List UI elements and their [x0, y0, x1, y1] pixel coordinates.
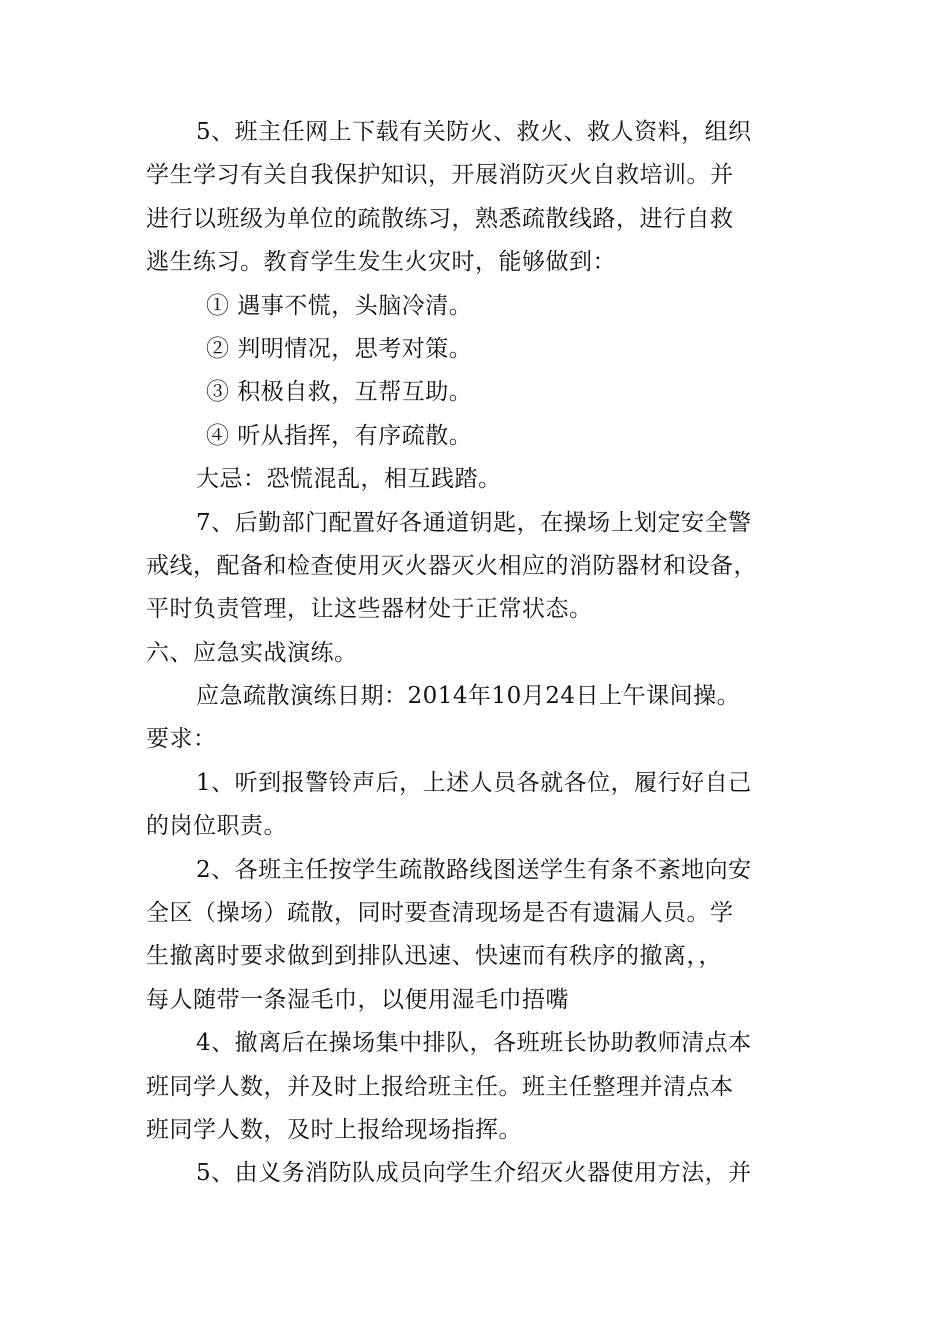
paragraph-line: 戒线，配备和检查使用灭火器灭火相应的消防器材和设备，	[146, 552, 757, 579]
paragraph-line: 4、撤离后在操场集中排队，各班班长协助教师清点本	[196, 1030, 752, 1057]
paragraph-line: 5、班主任网上下载有关防火、救火、救人资料，组织	[196, 119, 752, 145]
paragraph-line: 逃生练习。教育学生发生火灾时，能够做到：	[146, 249, 616, 276]
paragraph-line: 全区（操场）疏散，同时要查清现场是否有遗漏人员。学	[146, 900, 734, 927]
paragraph-line: 5、由义务消防队成员向学生介绍灭火器使用方法，并	[196, 1160, 752, 1187]
paragraph-line: 班同学人数，及时上报给现场指挥。	[146, 1116, 522, 1143]
paragraph-line: 班同学人数，并及时上报给班主任。班主任整理并清点本	[146, 1073, 734, 1100]
document-body	[146, 111, 800, 1196]
paragraph-line: 进行以班级为单位的疏散练习，熟悉疏散线路，进行自救	[146, 205, 734, 232]
paragraph-line: 每人随带一条湿毛巾，以便用湿毛巾捂嘴	[146, 986, 569, 1013]
list-item: ② 判明情况，思考对策。	[206, 335, 473, 362]
paragraph-line: 1、听到报警铃声后，上述人员各就各位，履行好自己	[196, 769, 752, 796]
list-item: ① 遇事不慌，头脑冷清。	[206, 292, 473, 319]
paragraph-line: 7、后勤部门配置好各通道钥匙，在操场上划定安全警	[196, 509, 752, 536]
paragraph-line: 大忌：恐慌混乱，相互践踏。	[196, 466, 502, 493]
paragraph-line: 生撤离时要求做到到排队迅速、快速而有秩序的撤离，，	[146, 943, 722, 970]
paragraph-line: 2、各班主任按学生疏散路线图送学生有条不紊地向安	[196, 856, 752, 883]
paragraph-line: 的岗位职责。	[146, 813, 287, 840]
section-heading: 六、应急实战演练。	[146, 639, 358, 666]
paragraph-line: 平时负责管理，让这些器材处于正常状态。	[146, 596, 593, 623]
list-item: ④ 听从指挥，有序疏散。	[206, 422, 473, 449]
list-item: ③ 积极自救，互帮互助。	[206, 379, 473, 406]
paragraph-line: 学生学习有关自我保护知识，开展消防灭火自救培训。并	[146, 162, 734, 189]
paragraph-line: 应急疏散演练日期：2014年10月24日上午课间操。	[196, 683, 741, 710]
paragraph-line: 要求：	[146, 726, 217, 753]
